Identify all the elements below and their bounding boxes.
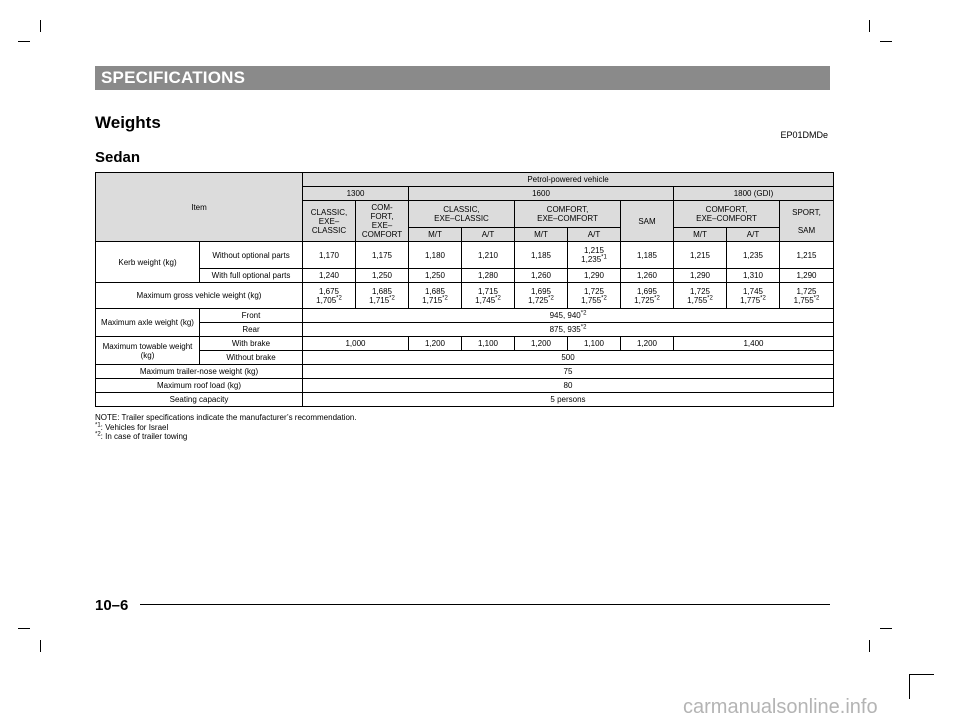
table-cell: 1,725 1,755$^{*2}$ (674, 283, 727, 309)
transmission-header: A/T (727, 228, 780, 242)
table-cell: 1,250 (356, 269, 409, 283)
footnote: $^{*2}$: In case of trailer towing (95, 431, 188, 441)
table-cell: 875, 935$^{*2}$ (303, 323, 834, 337)
crop-mark (40, 20, 41, 32)
crop-mark (880, 41, 892, 42)
table-cell: 1,290 (568, 269, 621, 283)
row-label-gross-weight: Maximum gross vehicle weight (kg) (96, 283, 303, 309)
page-title: Weights (95, 113, 161, 132)
table-cell: 75 (303, 365, 834, 379)
table-cell: 1,175 (356, 242, 409, 269)
transmission-header: A/T (462, 228, 515, 242)
table-cell: 1,685 1,715$^{*2}$ (409, 283, 462, 309)
table-cell: 1,000 (303, 337, 409, 351)
crop-mark (18, 41, 30, 42)
grade-header: SAM (621, 201, 674, 242)
table-cell: 1,215 (674, 242, 727, 269)
table-cell: 1,290 (674, 269, 727, 283)
subtitle: Sedan (95, 149, 141, 166)
grade-header: COMFORT, EXE–COMFORT (674, 201, 780, 228)
table-cell: 1,260 (515, 269, 568, 283)
crop-mark (869, 640, 870, 652)
table-cell: 1,185 (515, 242, 568, 269)
row-label-trailer-nose: Maximum trailer-nose weight (kg) (96, 365, 303, 379)
page-number: 10–6 (95, 597, 129, 614)
notes (95, 413, 357, 442)
table-cell: 1,725 1,755$^{*2}$ (780, 283, 834, 309)
grade-header: CLASSIC, EXE– CLASSIC (303, 201, 356, 242)
table-cell: 1,100 (462, 337, 515, 351)
table-cell: 945, 940$^{*2}$ (303, 309, 834, 323)
row-label-axle-weight: Maximum axle weight (kg) (96, 309, 200, 337)
table-cell: 1,180 (409, 242, 462, 269)
transmission-header: A/T (568, 228, 621, 242)
table-cell: 1,200 (515, 337, 568, 351)
table-cell: 80 (303, 379, 834, 393)
row-label-roof-load: Maximum roof load (kg) (96, 379, 303, 393)
table-cell: 1,215 (780, 242, 834, 269)
table-cell: 1,260 (621, 269, 674, 283)
table-cell: 1,675 1,705$^{*2}$ (303, 283, 356, 309)
crop-mark (909, 674, 934, 675)
footer-rule (140, 604, 830, 605)
crop-mark (40, 640, 41, 652)
table-cell: 1,400 (674, 337, 834, 351)
row-sublabel: With full optional parts (200, 269, 303, 283)
grade-header: COMFORT, EXE–COMFORT (515, 201, 621, 228)
row-sublabel: Without optional parts (200, 242, 303, 269)
engine-header: 1600 (409, 187, 674, 201)
table-cell: 1,250 (409, 269, 462, 283)
row-label-kerb-weight: Kerb weight (kg) (96, 242, 200, 283)
grade-header: SPORT, SAM (780, 201, 834, 242)
table-cell: 1,215 1,235$^{*1}$ (568, 242, 621, 269)
row-sublabel: Without brake (200, 351, 303, 365)
crop-mark (869, 20, 870, 32)
crop-mark (18, 628, 30, 629)
row-label-seating: Seating capacity (96, 393, 303, 407)
footnote: $^{*1}$: Vehicles for Israel (95, 421, 169, 432)
grade-header: COM- FORT, EXE– COMFORT (356, 201, 409, 242)
table-cell: 1,685 1,715$^{*2}$ (356, 283, 409, 309)
table-cell: 1,185 (621, 242, 674, 269)
transmission-header: M/T (515, 228, 568, 242)
crop-mark (880, 628, 892, 629)
transmission-header: M/T (409, 228, 462, 242)
table-cell: 1,235 (727, 242, 780, 269)
table-cell: 1,170 (303, 242, 356, 269)
table-cell: 1,280 (462, 269, 515, 283)
table-cell: 1,200 (409, 337, 462, 351)
section-header-bar (95, 66, 830, 90)
engine-header: 1800 (GDI) (674, 187, 834, 201)
row-sublabel: Front (200, 309, 303, 323)
table-cell: 1,290 (780, 269, 834, 283)
engine-header: 1300 (303, 187, 409, 201)
table-cell: 1,210 (462, 242, 515, 269)
weights-table (95, 172, 834, 407)
note-text: NOTE: Trailer specifications indicate the manufacturer’s recommendation. (95, 413, 357, 422)
section-header-title: SPECIFICATIONS (101, 68, 246, 87)
transmission-header: M/T (674, 228, 727, 242)
table-cell: 500 (303, 351, 834, 365)
table-header-fuel: Petrol-powered vehicle (303, 173, 834, 187)
table-cell: 1,725 1,755$^{*2}$ (568, 283, 621, 309)
grade-header: CLASSIC, EXE–CLASSIC (409, 201, 515, 228)
table-cell: 1,310 (727, 269, 780, 283)
watermark: carmanualsonline.info (683, 696, 878, 718)
row-sublabel: Rear (200, 323, 303, 337)
crop-mark (909, 674, 910, 699)
table-cell: 1,695 1,725$^{*2}$ (515, 283, 568, 309)
table-cell: 1,695 1,725$^{*2}$ (621, 283, 674, 309)
table-cell: 1,240 (303, 269, 356, 283)
table-cell: 1,100 (568, 337, 621, 351)
table-cell: 1,200 (621, 337, 674, 351)
row-label-towable-weight: Maximum towable weight (kg) (96, 337, 200, 365)
table-cell: 1,745 1,775$^{*2}$ (727, 283, 780, 309)
table-cell: 1,715 1,745$^{*2}$ (462, 283, 515, 309)
table-header-item: Item (96, 173, 303, 242)
table-cell: 5 persons (303, 393, 834, 407)
section-code: EP01DMDe (780, 130, 828, 140)
row-sublabel: With brake (200, 337, 303, 351)
